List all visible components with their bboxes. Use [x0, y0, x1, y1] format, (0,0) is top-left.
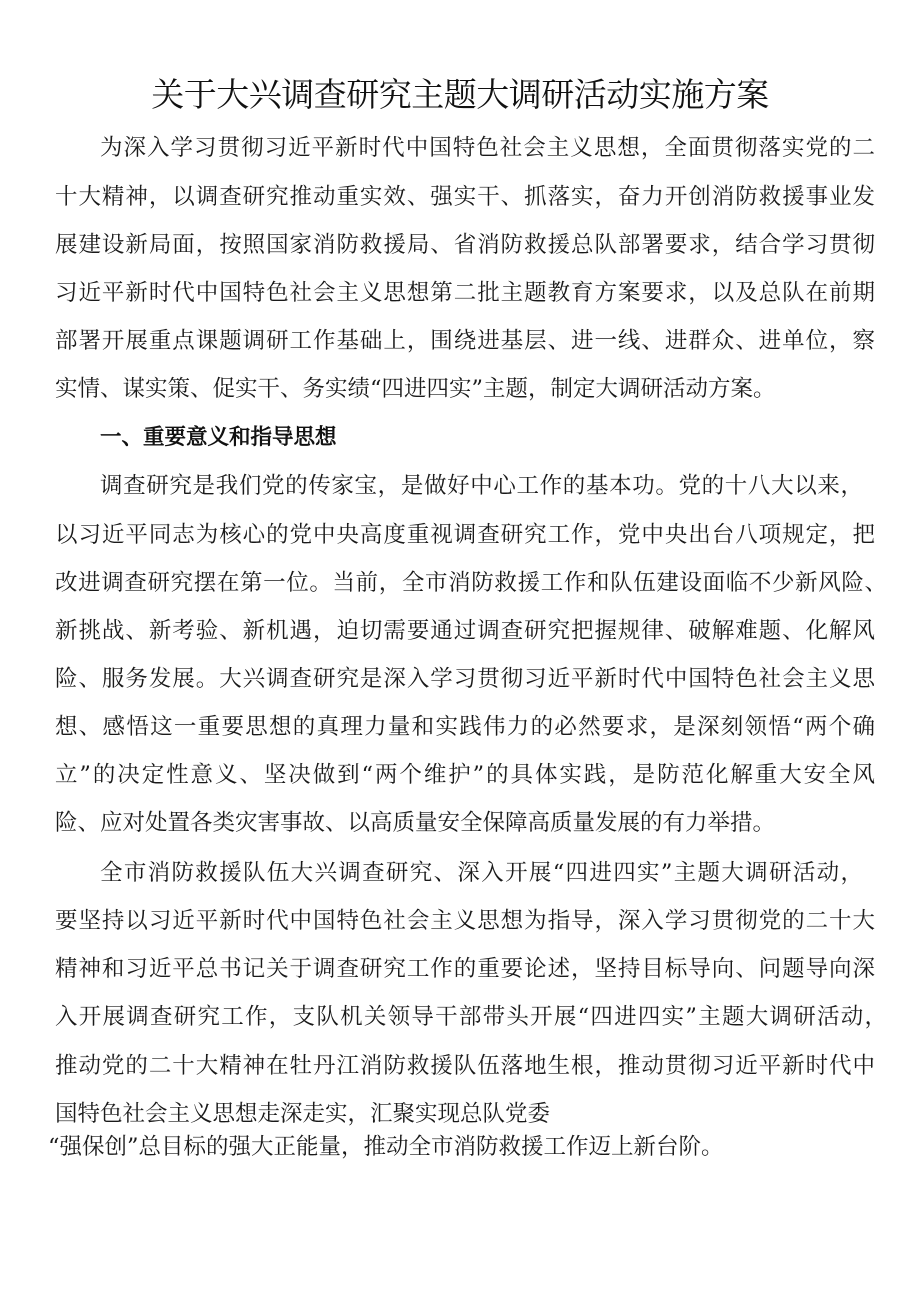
- paragraph-1-line: 习近平新时代中国特色社会主义思想第二批主题教育方案要求，以及总队在前期: [55, 280, 875, 306]
- paragraph-2-line: 以习近平同志为核心的党中央高度重视调查研究工作，党中央出台八项规定，把: [55, 522, 875, 548]
- paragraph-3-line: 国特色社会主义思想走深走实，汇聚实现总队党委: [55, 1101, 551, 1127]
- paragraph-2-line: 险、应对处置各类灾害事故、以高质量安全保障高质量发展的有力举措。: [55, 810, 776, 836]
- paragraph-2-line: 改进调查研究摆在第一位。当前，全市消防救援工作和队伍建设面临不少新风险、: [55, 570, 887, 596]
- paragraph-2-line: 调查研究是我们党的传家宝，是做好中心工作的基本功。党的十八大以来，: [100, 473, 863, 499]
- paragraph-3-line: 全市消防救援队伍大兴调查研究、深入开展“四进四实”主题大调研活动，: [100, 860, 863, 886]
- paragraph-3-line: 入开展调查研究工作，支队机关领导干部带头开展“四进四实”主题大调研活动，: [55, 1004, 887, 1030]
- paragraph-1-line: 实情、谋实策、促实干、务实绩“四进四实”主题，制定大调研活动方案。: [55, 376, 776, 402]
- section-heading-1: 一、重要意义和指导思想: [100, 425, 337, 450]
- paragraph-3-line: 精神和习近平总书记关于调查研究工作的重要论述，坚持目标导向、问题导向深: [55, 956, 875, 982]
- paragraph-3-line: “强保创”总目标的强大正能量，推动全市消防救援工作迈上新台阶。: [48, 1134, 724, 1160]
- paragraph-1-line: 展建设新局面，按照国家消防救援局、省消防救援总队部署要求，结合学习贯彻: [55, 232, 875, 258]
- paragraph-2-line: 想、感悟这一重要思想的真理力量和实践伟力的必然要求，是深刻领悟“两个确: [55, 714, 875, 740]
- paragraph-2-line: 险、服务发展。大兴调查研究是深入学习贯彻习近平新时代中国特色社会主义思: [55, 666, 875, 692]
- document-title: 关于大兴调查研究主题大调研活动实施方案: [151, 75, 769, 114]
- paragraph-1-line: 为深入学习贯彻习近平新时代中国特色社会主义思想，全面贯彻落实党的二: [100, 135, 875, 161]
- paragraph-3-line: 推动党的二十大精神在牡丹江消防救援队伍落地生根，推动贯彻习近平新时代中: [55, 1053, 875, 1079]
- paragraph-2-line: 新挑战、新考验、新机遇，迫切需要通过调查研究把握规律、破解难题、化解风: [55, 618, 875, 644]
- paragraph-1-line: 十大精神，以调查研究推动重实效、强实干、抓落实，奋力开创消防救援事业发: [55, 184, 875, 210]
- paragraph-2-line: 立”的决定性意义、坚决做到“两个维护”的具体实践，是防范化解重大安全风: [55, 762, 875, 788]
- paragraph-1-line: 部署开展重点课题调研工作基础上，围绕进基层、进一线、进群众、进单位，察: [55, 328, 875, 354]
- paragraph-3-line: 要坚持以习近平新时代中国特色社会主义思想为指导，深入学习贯彻党的二十大: [55, 908, 875, 934]
